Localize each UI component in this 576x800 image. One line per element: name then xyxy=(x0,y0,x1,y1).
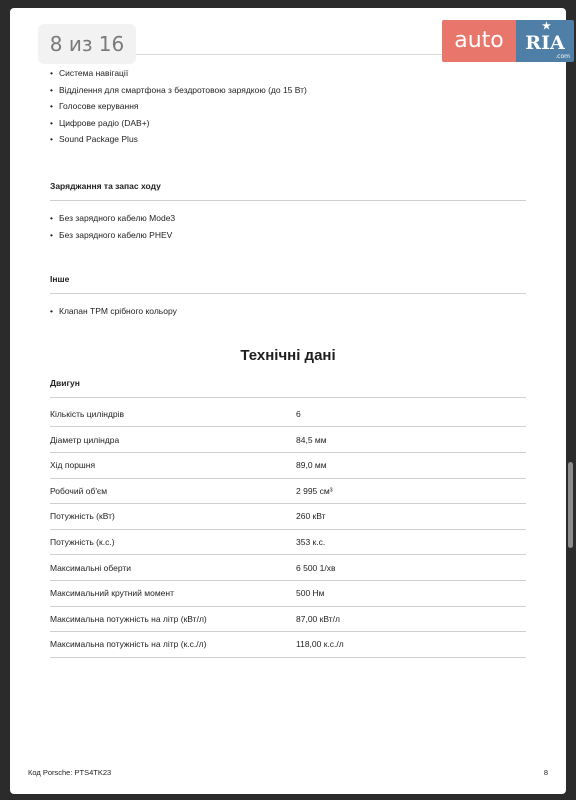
spec-value: 353 к.с. xyxy=(296,529,526,555)
spec-value: 6 500 1/хв xyxy=(296,555,526,581)
other-section-title: Інше xyxy=(50,274,526,294)
spec-value: 260 кВт xyxy=(296,504,526,530)
spec-value: 84,5 мм xyxy=(296,427,526,453)
star-icon: ★ xyxy=(542,21,551,32)
spec-label: Потужність (к.с.) xyxy=(50,529,296,555)
table-row xyxy=(50,504,526,530)
spec-label: Потужність (кВт) xyxy=(50,504,296,530)
spec-value: 2 995 см³ xyxy=(296,478,526,504)
spec-value: 118,00 к.с./л xyxy=(296,632,526,658)
engine-specs-table xyxy=(50,402,526,658)
spec-label: Хід поршня xyxy=(50,452,296,478)
table-row xyxy=(50,402,526,427)
logo-ria-text: RIA xyxy=(525,32,565,54)
list-item: • Відділення для смартфона з бездротовою зарядкою (до 15 Вт) xyxy=(50,85,526,102)
table-row xyxy=(50,632,526,658)
spec-label: Максимальна потужність на літр (к.с./л) xyxy=(50,632,296,658)
document-page[interactable] xyxy=(10,8,570,794)
spec-value: 500 Нм xyxy=(296,580,526,606)
table-row xyxy=(50,452,526,478)
scrollbar-thumb[interactable] xyxy=(568,462,573,548)
logo-domain-text: .com xyxy=(555,53,570,60)
list-item: • Без зарядного кабелю Mode3 xyxy=(50,213,526,230)
table-row xyxy=(50,580,526,606)
tech-data-heading: Технічні дані xyxy=(240,346,336,364)
logo-ria-block xyxy=(516,20,574,62)
list-item: • Система навігації xyxy=(50,68,526,85)
page-content xyxy=(50,68,526,658)
table-row xyxy=(50,529,526,555)
list-item: • Голосове керування xyxy=(50,101,526,118)
multimedia-list xyxy=(50,68,526,151)
spec-label: Діаметр циліндра xyxy=(50,427,296,453)
spec-value: 87,00 кВт/л xyxy=(296,606,526,632)
page-number: 8 xyxy=(543,768,548,777)
list-item: • Клапан TPM срібного кольору xyxy=(50,306,526,323)
table-row xyxy=(50,606,526,632)
engine-section-title: Двигун xyxy=(50,378,526,398)
spec-label: Робочий об'єм xyxy=(50,478,296,504)
table-row xyxy=(50,555,526,581)
spec-label: Максимальний крутний момент xyxy=(50,580,296,606)
list-item: • Без зарядного кабелю PHEV xyxy=(50,230,526,247)
spec-label: Кількість циліндрів xyxy=(50,402,296,427)
table-row xyxy=(50,427,526,453)
spec-value: 6 xyxy=(296,402,526,427)
autoria-logo[interactable] xyxy=(442,20,574,62)
other-list xyxy=(50,306,526,323)
charging-section-title: Заряджання та запас ходу xyxy=(50,181,526,201)
list-item: • Цифрове радіо (DAB+) xyxy=(50,118,526,135)
porsche-code: Код Porsche: PTS4TK23 xyxy=(28,768,112,777)
logo-auto-text: auto xyxy=(442,20,516,62)
table-row xyxy=(50,478,526,504)
spec-label: Максимальні оберти xyxy=(50,555,296,581)
spec-label: Максимальна потужність на літр (кВт/л) xyxy=(50,606,296,632)
spec-value: 89,0 мм xyxy=(296,452,526,478)
page-counter: 8 из 16 xyxy=(38,24,136,64)
list-item: • Sound Package Plus xyxy=(50,134,526,151)
charging-list xyxy=(50,213,526,246)
